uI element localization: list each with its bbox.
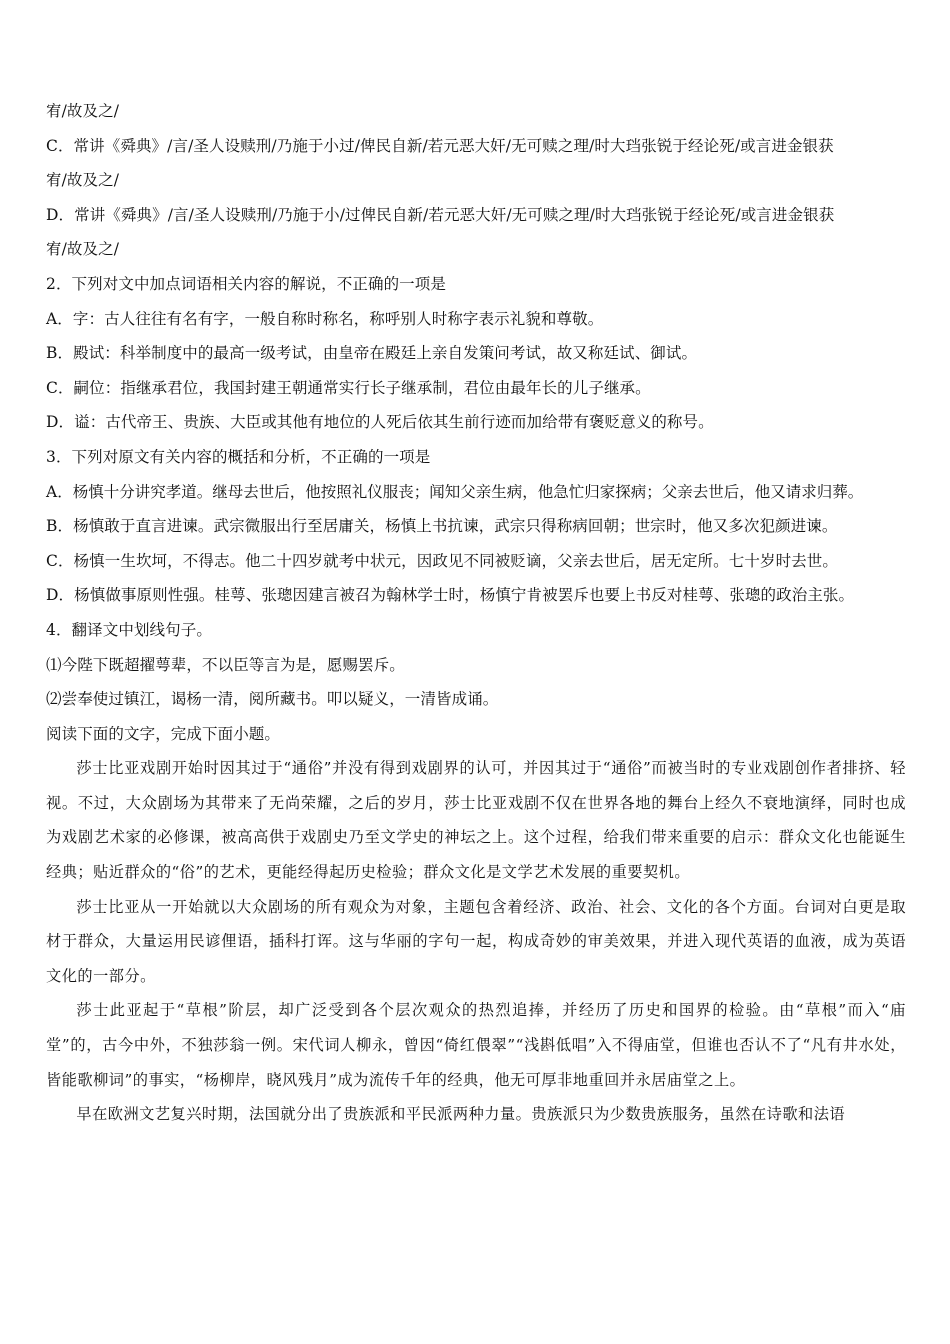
question-stem: 4．翻译文中划线句子。 xyxy=(46,620,212,639)
question-1-options xyxy=(46,94,906,267)
option-b-continuation: 宥/故及之/ xyxy=(46,102,120,120)
option-d: D．常讲《舜典》/言/圣人设赎刑/乃施于小/过俾民自新/若元恶大奸/无可赎之理/时大珰张锐于经论死/或言进金银获 xyxy=(46,205,835,224)
translation-item-2: ⑵尝奉使过镇江，谒杨一清，阅所藏书。叩以疑义，一清皆成诵。 xyxy=(46,690,499,709)
document-content xyxy=(46,94,906,1132)
question-stem: 2．下列对文中加点词语相关内容的解说，不正确的一项是 xyxy=(46,274,446,293)
reading-passage xyxy=(46,717,906,1132)
option-d: D．谥：古代帝王、贵族、大臣或其他有地位的人死后依其生前行迹而加给带有褒贬意义的称号。 xyxy=(46,413,714,432)
option-a: A．字：古人往往有名有字，一般自称时称名，称呼别人时称字表示礼貌和尊敬。 xyxy=(46,309,604,328)
passage-paragraph-4: 早在欧洲文艺复兴时期，法国就分出了贵族派和平民派两种力量。贵族派只为少数贵族服务，虽然在诗歌和法语 xyxy=(76,1105,846,1124)
option-d: D．杨慎做事原则性强。桂萼、张璁因建言被召为翰林学士时，杨慎宁肯被罢斥也要上书反对桂萼、张璁的政治主张。 xyxy=(46,586,855,605)
option-d-continuation: 宥/故及之/ xyxy=(46,240,120,259)
option-c: C．常讲《舜典》/言/圣人设赎刑/乃施于小过/俾民自新/若元恶大奸/无可赎之理/时大珰张锐于经论死/或言进金银获 xyxy=(46,136,834,155)
question-4 xyxy=(46,613,906,717)
question-stem: 3．下列对原文有关内容的概括和分析，不正确的一项是 xyxy=(46,447,431,466)
reading-intro: 阅读下面的文字，完成下面小题。 xyxy=(46,724,281,743)
question-2 xyxy=(46,267,906,440)
option-c: C．杨慎一生坎坷，不得志。他二十四岁就考中状元，因政见不同被贬谪，父亲去世后，居无定所。七十岁时去世。 xyxy=(46,551,838,570)
option-b: B．殿试：科举制度中的最高一级考试，由皇帝在殿廷上亲自发策问考试，故又称廷试、御试。 xyxy=(46,344,698,363)
option-c: C．嗣位：指继承君位，我国封建王朝通常实行长子继承制，君位由最年长的儿子继承。 xyxy=(46,378,651,397)
passage-paragraph-1: 莎士比亚戏剧开始时因其过于“通俗”并没有得到戏剧界的认可，并因其过于“通俗”而被当时的专业戏剧创作者排挤、轻视。不过，大众剧场为其带来了无尚荣耀，之后的岁月，莎士比亚戏剧不仅在世界各地的舞台上经久不衰地演绎，同时也成为戏剧艺术家的必修课，被高高供于戏剧史乃至文学史的神坛之上。这个过程，给我们带来重要的启示：群众文化也能诞生经典；贴近群众的“俗”的艺术，更能经得起历史检验；群众文化是文学艺术发展的重要契机。 xyxy=(46,759,906,882)
question-3 xyxy=(46,440,906,613)
option-b: B．杨慎敢于直言进谏。武宗微服出行至居庸关，杨慎上书抗谏，武宗只得称病回朝；世宗时，他又多次犯颜进谏。 xyxy=(46,517,838,536)
passage-paragraph-2: 莎士比亚从一开始就以大众剧场的所有观众为对象，主题包含着经济、政治、社会、文化的各个方面。台词对白更是取材于群众，大量运用民谚俚语，插科打诨。这与华丽的字句一起，构成奇妙的审美效果，并进入现代英语的血液，成为英语文化的一部分。 xyxy=(46,897,906,985)
option-a: A．杨慎十分讲究孝道。继母去世后，他按照礼仪服丧；闻知父亲生病，他急忙归家探病；父亲去世后，他又请求归葬。 xyxy=(46,482,864,501)
passage-paragraph-3: 莎士此亚起于“草根”阶层，却广泛受到各个层次观众的热烈追捧，并经历了历史和国界的检验。由“草根”而入“庙堂”的，古今中外，不独莎翁一例。宋代词人柳永，曾因“倚红偎翠”“浅斟低唱”入不得庙堂，但谁也否认不了“凡有井水处，皆能歌柳词”的事实，“杨柳岸，晓风残月”成为流传千年的经典，他无可厚非地重回并永居庙堂之上。 xyxy=(46,1001,906,1089)
option-c-continuation: 宥/故及之/ xyxy=(46,171,120,190)
translation-item-1: ⑴今陛下既超擢萼辈，不以臣等言为是，愿赐罢斥。 xyxy=(46,655,405,674)
